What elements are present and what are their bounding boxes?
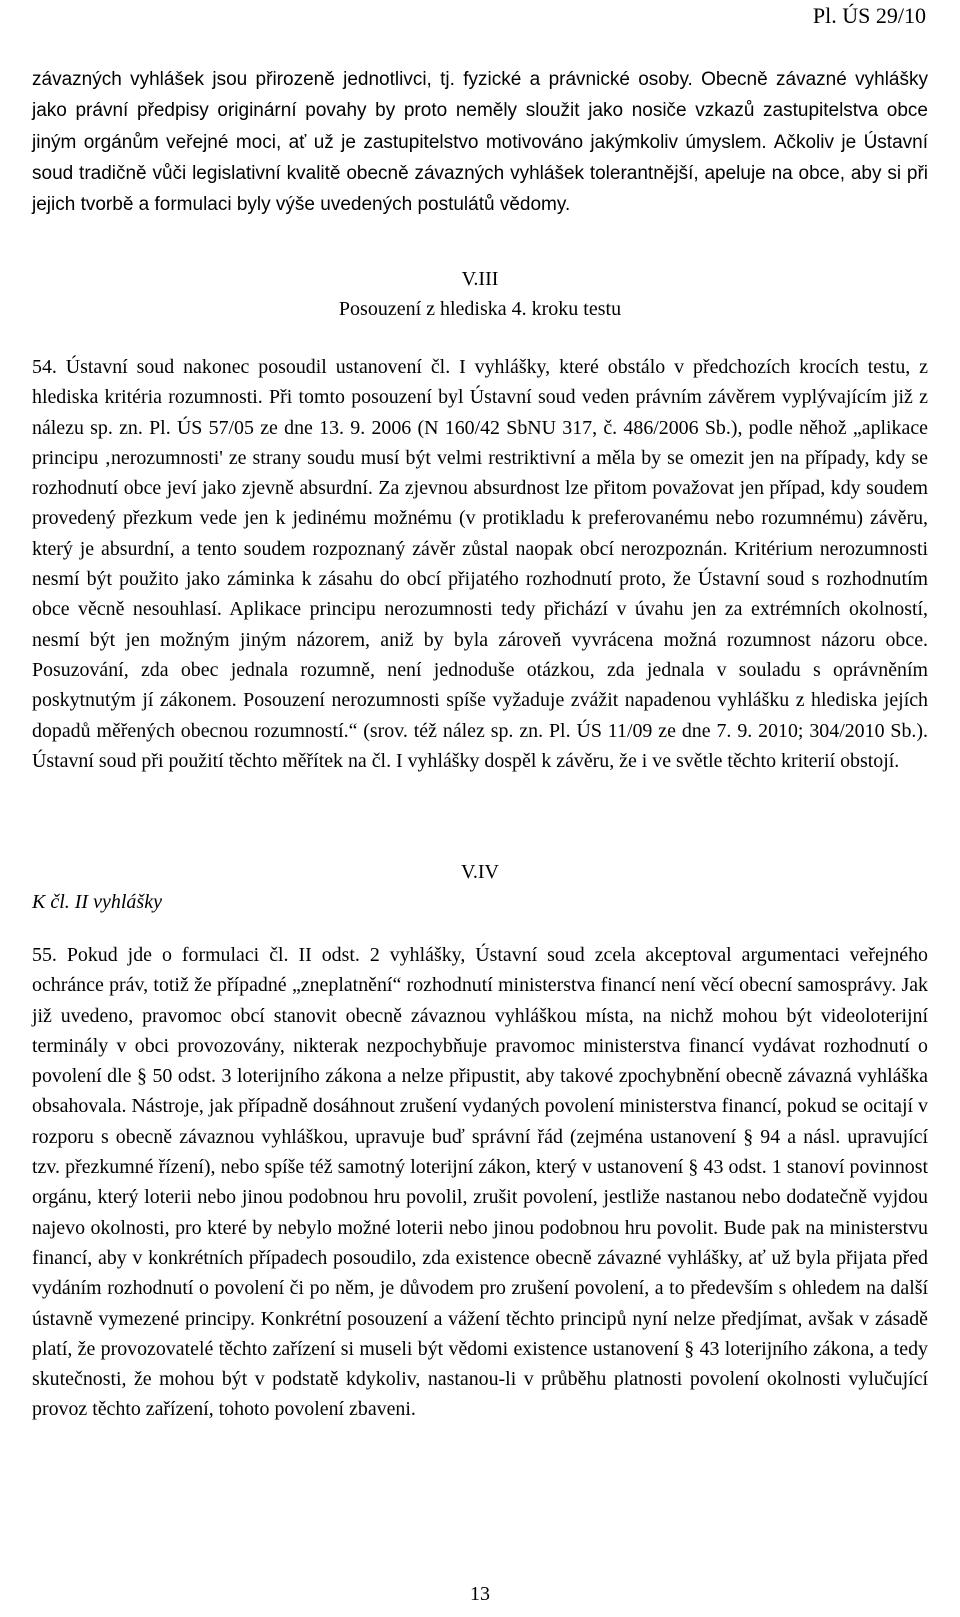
section-v4-title: K čl. II vyhlášky bbox=[32, 891, 162, 913]
case-reference-header: Pl. ÚS 29/10 bbox=[812, 3, 926, 28]
paragraph-55: 55. Pokud jde o formulaci čl. II odst. 2 vyhlášky, Ústavní soud zcela akceptoval argumentaci veřejného ochránce práv, totiž že případné „zneplatnění“ rozhodnutí ministerstva financí není věcí obecní samosprávy. Jak již uvedeno, pravomoc obcí stanovit obecně závaznou vyhláškou místa, na nichž mohou být videoloterijní terminály v obci provozovány, nikterak nezpochybňuje pravomoc ministerstva financí vydávat rozhodnutí o povolení dle § 50 odst. 3 loterijního zákona a nelze připustit, aby takové zpochybnění obecně závazná vyhláška obsahovala. Nástroje, jak případně dosáhnout zrušení vydaných povolení ministerstva financí, pokud se ocitají v rozporu s obecně závaznou vyhláškou, upravuje buď správní řád (zejména ustanovení § 94 a násl. upravující tzv. přezkumné řízení), nebo spíše též samotný loterijní zákon, který v ustanovení § 43 odst. 1 stanoví povinnost orgánu, který loterii nebo jinou podobnou hru povolil, zrušit povolení, jestliže nastanou nebo dodatečně vyjdou najevo okolnosti, pro které by nebylo možné loterii nebo jinou podobnou hru povolit. Bude pak na ministerstvu financí, aby v konkrétních případech posoudilo, zda existence obecně závazné vyhlášky, ať už byla přijata před vydáním rozhodnutí o povolení či po něm, je důvodem pro zrušení povolení, a to především s ohledem na další ústavně vymezené principy. Konkrétní posouzení a vážení těchto principů nyní nelze předjímat, avšak v zásadě platí, že provozovatelé těchto zařízení si museli být vědomi existence ustanovení § 43 loterijního zákona, a tedy skutečnosti, že mohou být v podstatě kdykoliv, nastanou-li v průběhu platnosti povolení okolnosti vylučující provoz těchto zařízení, tohoto povolení zbaveni. bbox=[32, 944, 928, 1421]
page-number: 13 bbox=[470, 1583, 490, 1605]
intro-text-sans-b: Ačkoliv je Ústavní soud tradičně vůči legislativní kvalitě obecně závazných vyhlášek tolerantnější, apeluje na obce, aby si při jejich tvorbě a formulaci byly výše uvedených postulátů vědomy. bbox=[32, 131, 928, 216]
intro-text-sans-a: závazných vyhlášek jsou přirozeně jednotlivci, tj. fyzické a právnické osoby. Obecně závazné vyhlášky jako právní předpisy originární povahy by proto neměly sloužit jako nosiče vzkazů zastupitelstva obce jiným orgánům veřejné moci, ať už je zastupitelstvo motivováno jakýmkoliv úmyslem. bbox=[32, 69, 928, 153]
paragraph-54-part-b: Při tomto posouzení byl Ústavní soud veden právním závěrem vyplývajícím již z nálezu sp. zn. Pl. ÚS 57/05 ze dne 13. 9. 2006 (N 160/42 SbNU 317, č. 486/2006 Sb.), podle něhož „aplikace principu ‚nerozumnosti' ze strany soudu musí být velmi restriktivní a měla by se omezit jen na případy, kdy se rozhodnutí obce jeví jako zjevně absurdní. Za zjevnou absurdnost lze přitom považovat jen případ, kdy soudem provedený přezkum vede jen k jedinému možnému (v protikladu k preferovanému nebo rozumnému) závěru, který je absurdní, a tento soudem rozpoznaný závěr zůstal naopak obcí nerozpoznán. Kritérium nerozumnosti nesmí být použito jako záminka k zásahu do obcí přijatého rozhodnutí proto, že Ústavní soud s rozhodnutím obce věcně nesouhlasí. Aplikace principu nerozumnosti tedy přichází v úvahu jen za extrémních okolností, nesmí být jen možným jiným názorem, aniž by byla zároveň vyvrácena možná rozumnost názoru obce. Posuzování, zda obec jednala rozumně, není jednoduše otázkou, zda jednala v souladu s oprávněním poskytnutým jí zákonem. Posouzení nerozumnosti spíše vyžaduje zvážit napadenou vyhlášku z hlediska jejích dopadů měřených obecnou rozumností.“ (srov. též nález sp. zn. Pl. ÚS 11/09 ze dne 7. 9. 2010; 304/2010 Sb.). Ústavní soud při použití těchto měřítek na čl. I vyhlášky dospěl k závěru, že i ve světle těchto kriterií obstojí. bbox=[32, 386, 928, 772]
intro-paragraph bbox=[32, 64, 928, 220]
section-v4-number: V.IV bbox=[461, 861, 499, 883]
paragraph-54 bbox=[32, 352, 928, 776]
section-v3-number: V.III bbox=[461, 268, 499, 290]
section-v3-title: Posouzení z hlediska 4. kroku testu bbox=[338, 298, 622, 320]
paragraph-54-part-a: 54. Ústavní soud nakonec posoudil ustanovení čl. I vyhlášky, které obstálo v předchozích krocích testu, z hlediska kritéria rozumnosti. bbox=[32, 356, 928, 409]
